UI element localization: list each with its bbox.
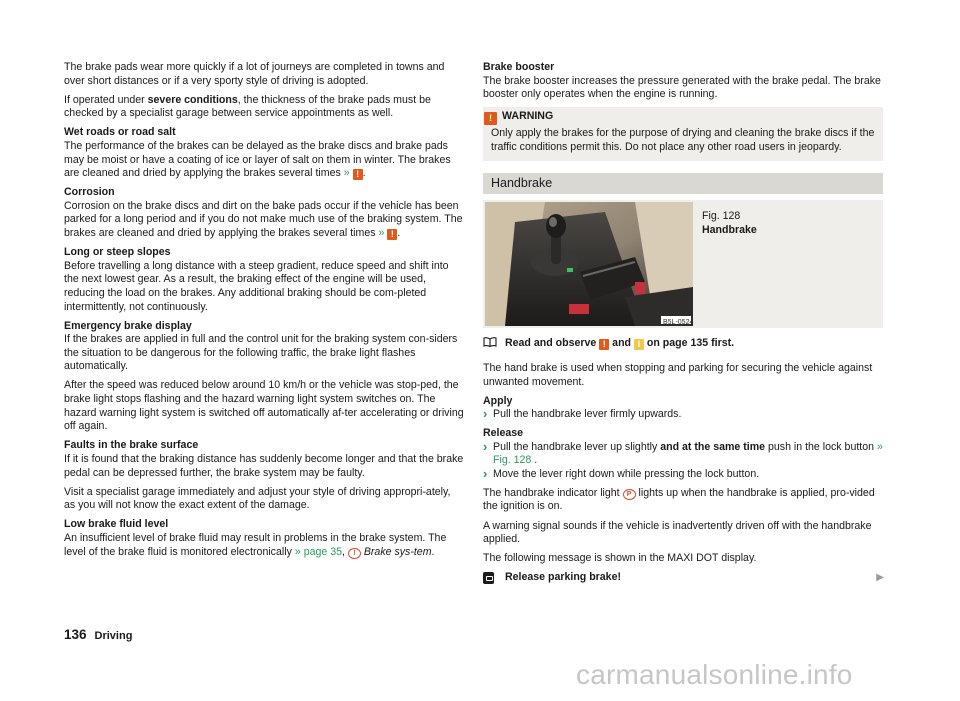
section-brake-booster: Brake booster The brake booster increases the pressure generated with the brake pedal. The brake booster only operates when the engine is running.: [483, 61, 883, 102]
section-title: Handbrake: [491, 176, 553, 191]
continue-arrow-icon: ▶: [876, 572, 884, 584]
paragraph-specialist: Visit a specialist garage immediately and adjust your style of driving appropri-ately, as you will not know the exact extent of the damage.: [64, 485, 451, 512]
heading-emergency-brake: Emergency brake display: [64, 319, 192, 332]
page-link[interactable]: » page 35: [294, 545, 342, 558]
figure-title: Handbrake: [702, 224, 757, 237]
maxi-dot-display-icon: [483, 572, 494, 584]
paragraph-severe-conditions: If operated under severe conditions, the thickness of the brake pads must be checked by a specialist garage between service appointments as well.: [64, 93, 431, 120]
warning-ref-link[interactable]: » !: [378, 227, 397, 239]
left-column: [64, 61, 464, 565]
footer-section: Driving: [94, 630, 133, 642]
heading-release: Release: [483, 426, 524, 439]
section-emergency-brake: Emergency brake display If the brakes are applied in full and the control unit for the braking system con-siders the situation to be dangerous for the following traffic, the brake light flashes automatically.: [64, 320, 464, 374]
page-number: 136: [64, 627, 87, 642]
right-column: [483, 61, 883, 585]
section-apply: [483, 395, 883, 422]
note-icon[interactable]: i: [634, 339, 644, 350]
section-slopes: Long or steep slopes Before travelling a long distance with a steep gradient, reduce speed and shift into the next lowest gear. As a result, the braking effect of the engine will be used, reducing the load on the brakes. Any additional braking should be com-pleted intermittently, not continuously.: [64, 246, 464, 314]
section-wet-roads: Wet roads or road salt The performance of the brakes can be delayed as the brake discs and brake pads may be moist or have a coating of ice or layer of salt on them in winter. The brakes are cleaned and dried by applying the brakes several times » ! .: [64, 126, 464, 180]
figure-link[interactable]: » Fig. 128: [493, 440, 883, 467]
warning-heading: ! WARNING: [491, 110, 875, 125]
warning-icon: !: [484, 112, 497, 125]
figure-number: Fig. 128: [702, 210, 741, 223]
warning-box: [483, 107, 883, 161]
release-step-1: › Pull the handbrake lever up slightly and at the same time push in the lock button » Fig. 128 .: [483, 441, 883, 468]
heading-brake-fluid: Low brake fluid level: [64, 518, 169, 531]
paragraph-hazard-lights: After the speed was reduced below around 10 km/h or the vehicle was stop-ped, the brake light stops flashing and the hazard warning light system switches on. The hazard warning light system is switched off automatically af-ter accelerating or driving off again.: [64, 379, 464, 433]
heading-apply: Apply: [483, 394, 513, 407]
handbrake-photo: [485, 202, 693, 326]
watermark: carmanualsonline.info: [576, 659, 853, 690]
section-faults: Faults in the brake surface If it is found that the braking distance has suddenly become longer and that the brake pedal can be depressed further, the brake system may be faulty.: [64, 439, 464, 479]
paragraph-indicator: The handbrake indicator light P lights up when the handbrake is applied, pro-vided the ignition is on.: [483, 486, 875, 513]
display-message: Release parking brake! ▶: [483, 571, 883, 585]
warning-icon: !: [353, 169, 363, 180]
heading-faults: Faults in the brake surface: [64, 439, 199, 452]
heading-slopes: Long or steep slopes: [64, 246, 171, 259]
apply-step: › Pull the handbrake lever firmly upwards.: [483, 408, 883, 422]
section-release: [483, 427, 883, 481]
paragraph-intro: The hand brake is used when stopping and parking for securing the vehicle against unwanted movement.: [483, 362, 873, 388]
figure-box: [483, 200, 883, 328]
warning-icon[interactable]: !: [599, 339, 609, 350]
paragraph-warning-signal: A warning signal sounds if the vehicle is inadvertently driven off with the handbrake applied.: [483, 519, 872, 546]
page-footer: [64, 628, 132, 644]
paragraph-pad-wear: The brake pads wear more quickly if a lot of journeys are completed in towns and over short distances or if a very sporty style of driving is adopted.: [64, 61, 445, 87]
brake-warning-lamp-icon: P: [623, 489, 636, 500]
warning-ref-link[interactable]: » !: [344, 167, 363, 179]
warning-icon: !: [387, 229, 397, 240]
heading-brake-booster: Brake booster: [483, 61, 555, 73]
figure-caption: [702, 210, 757, 237]
warning-text: Only apply the brakes for the purpose of drying and cleaning the brake discs if the traffic conditions permit this. Do not place any other road users in jeopardy.: [491, 127, 875, 153]
paragraph-maxi-dot: The following message is shown in the MAXI DOT display.: [483, 552, 757, 565]
section-title-bar: [483, 173, 883, 194]
brake-warning-lamp-icon: !: [348, 548, 361, 559]
release-step-2: › Move the lever right down while pressing the lock button.: [483, 468, 883, 482]
manual-book-icon: [483, 337, 497, 347]
section-brake-fluid: Low brake fluid level An insufficient level of brake fluid may result in problems in the brake system. The level of the brake fluid is monitored electronically » page 35, ! Brake sys-tem.: [64, 518, 464, 559]
read-and-observe: Read and observe ! and i on page 135 first.: [483, 337, 883, 351]
heading-corrosion: Corrosion: [64, 186, 115, 199]
section-corrosion: Corrosion Corrosion on the brake discs and dirt on the bake pads occur if the vehicle has been parked for a long period and if you do not make much use of the braking system. The brakes are cleaned and dried by applying the brakes several times » ! .: [64, 186, 463, 240]
heading-wet-roads: Wet roads or road salt: [64, 126, 176, 139]
figure-code: B5L-0524: [663, 319, 694, 327]
